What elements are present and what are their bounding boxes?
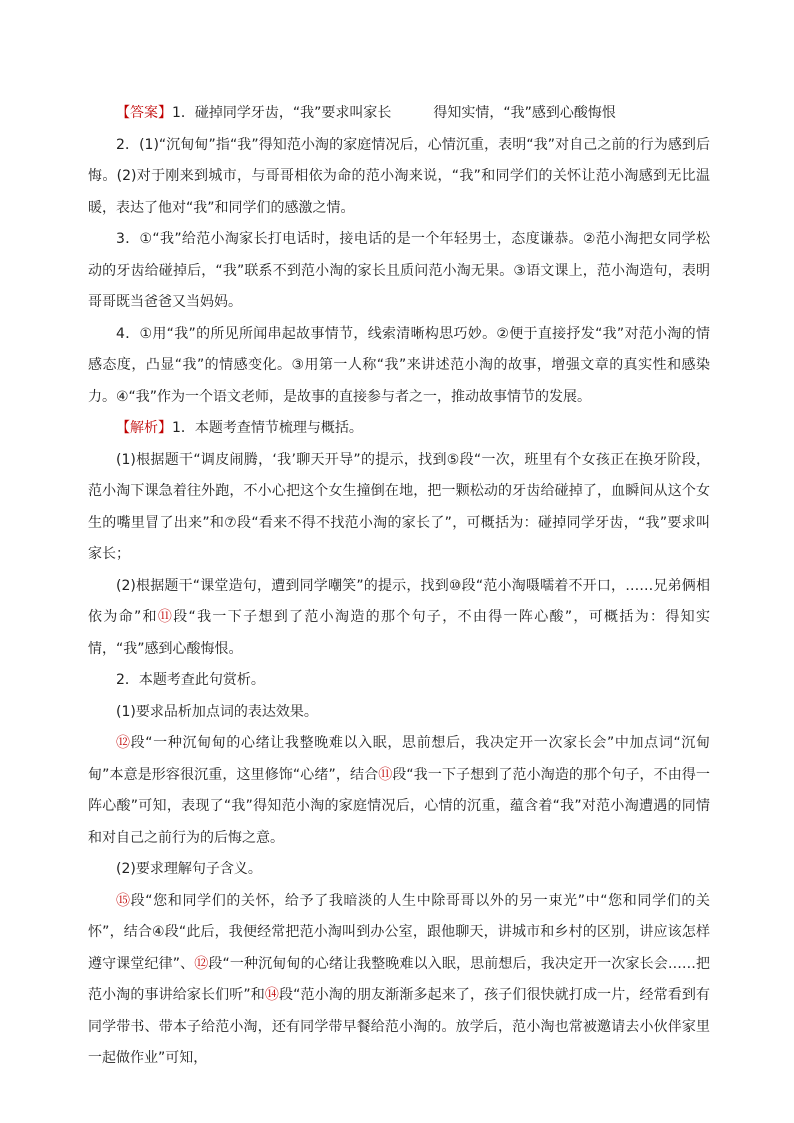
- answer-q1: [88, 98, 710, 130]
- analysis-intro: [88, 413, 710, 445]
- answer-q4: 4．①用“我”的所见所闻串起故事情节，线索清晰构思巧妙。②便于直接抒发“我”对范小淘的情感态度，凸显“我”的情感变化。③用第一人称“我”来讲述范小淘的故事，增强文章的真实性和感染力。④“我”作为一个语文老师，是故事的直接参与者之一，推动故事情节的发展。: [88, 325, 710, 405]
- analysis-q2-sub1-body-b: 段“我一下子想到了范小淘造的那个句子，不由得一阵心酸”可知，表现了“我”得知范小淘的家庭情况后，心情的沉重，蕴含着“我”对范小淘遭遇的同情和对自己之前行为的后悔之意。: [88, 766, 710, 846]
- answer-q1-text: 1．碰掉同学牙齿，“我”要求叫家长 得知实情，“我”感到心酸悔恨: [172, 105, 616, 121]
- answer-tag: 【答案】: [116, 105, 172, 121]
- analysis-q1-part2-text-b: 段“我一下子想到了范小淘造的那个句子，不由得一阵心酸”，可概括为：得知实情，“我”感到心酸悔恨。: [88, 609, 710, 657]
- analysis-q2-sub2-body-a: 段“您和同学们的关怀，给予了我暗淡的人生中除哥哥以外的另一束光”中“您和同学们的关怀”，结合④段“此后，我便经常把范小淘叫到办公室，跟他聊天，讲城市和乡村的区别，讲应该怎样遵守课堂纪律”、: [88, 892, 710, 972]
- analysis-q2-sub2-body-c: 段“范小淘的朋友渐渐多起来了，孩子们很快就打成一片，经常看到有同学带书、带本子给范小淘，还有同学带早餐给范小淘的。放学后，范小淘也常被邀请去小伙伴家里一起做作业”可知，: [88, 987, 710, 1066]
- analysis-q1-part1: (1)根据题干“调皮闹腾，‘我’聊天开导”的提示，找到⑤段“一次，班里有个女孩正在换牙阶段，范小淘下课急着往外跑，不小心把这个女生撞倒在地，把一颗松动的牙齿给碰掉了，血瞬间从这个女生的嘴里冒了出来”和⑦段“看来不得不找范小淘的家长了”，可概括为：碰掉同学牙齿，“我”要求叫家长；: [88, 451, 710, 562]
- paragraph-number-15: ⑮: [116, 892, 131, 909]
- analysis-q2-intro: 2．本题考查此句赏析。: [116, 672, 265, 688]
- analysis-q1-part2: [88, 571, 710, 666]
- analysis-q2-sub1: (1)要求品析加点词的表达效果。: [116, 703, 318, 720]
- paragraph-number-14: ⑭: [264, 987, 279, 1003]
- analysis-q1-part2-text-a: (2)根据题干“课堂造句，遭到同学嘲笑”的提示，找到⑩段“范小淘嗫嚅着不开口，……兄弟俩相依为命”和: [88, 577, 710, 625]
- analysis-q2-sub2-body: [88, 886, 710, 1075]
- answer-analysis-content: [88, 98, 710, 1075]
- analysis-q2-sub2: (2)要求理解句子含义。: [116, 861, 262, 877]
- paragraph-number-11: ⑪: [157, 609, 174, 625]
- analysis-intro-text: 1．本题考查情节梳理与概括。: [172, 420, 363, 436]
- paragraph-number-12: ⑫: [116, 735, 131, 751]
- answer-q3: 3．①“我”给范小淘家长打电话时，接电话的是一个年轻男士，态度谦恭。②范小淘把女同学松动的牙齿给碰掉后，“我”联系不到范小淘的家长且质问范小淘无果。③语文课上，范小淘造句，表明哥哥既当爸爸又当妈妈。: [88, 231, 710, 310]
- analysis-q2-sub1-body: [88, 728, 710, 854]
- answer-q2: 2．(1)“沉甸甸”指“我”得知范小淘的家庭情况后，心情沉重，表明“我”对自己之前的行为感到后悔。(2)对于刚来到城市，与哥哥相依为命的范小淘来说，“我”和同学们的关怀让范小淘感到无比温暖，表达了他对“我”和同学们的感激之情。: [88, 136, 710, 216]
- paragraph-number-12: ⑫: [194, 955, 209, 972]
- analysis-tag: 【解析】: [116, 420, 172, 436]
- analysis-q2-sub2-body-b: 段“一种沉甸甸的心绪让我整晚难以入眠，思前想后，我决定开一次家长会……把范小淘的事讲给家长们听”和: [88, 955, 710, 1003]
- analysis-q2-sub1-body-a: 段“一种沉甸甸的心绪让我整晚难以入眠，思前想后，我决定开一次家长会”中加点词“沉甸甸”本意是形容很沉重，这里修饰“心绪”，结合: [88, 735, 710, 783]
- paragraph-number-11: ⑪: [378, 766, 393, 783]
